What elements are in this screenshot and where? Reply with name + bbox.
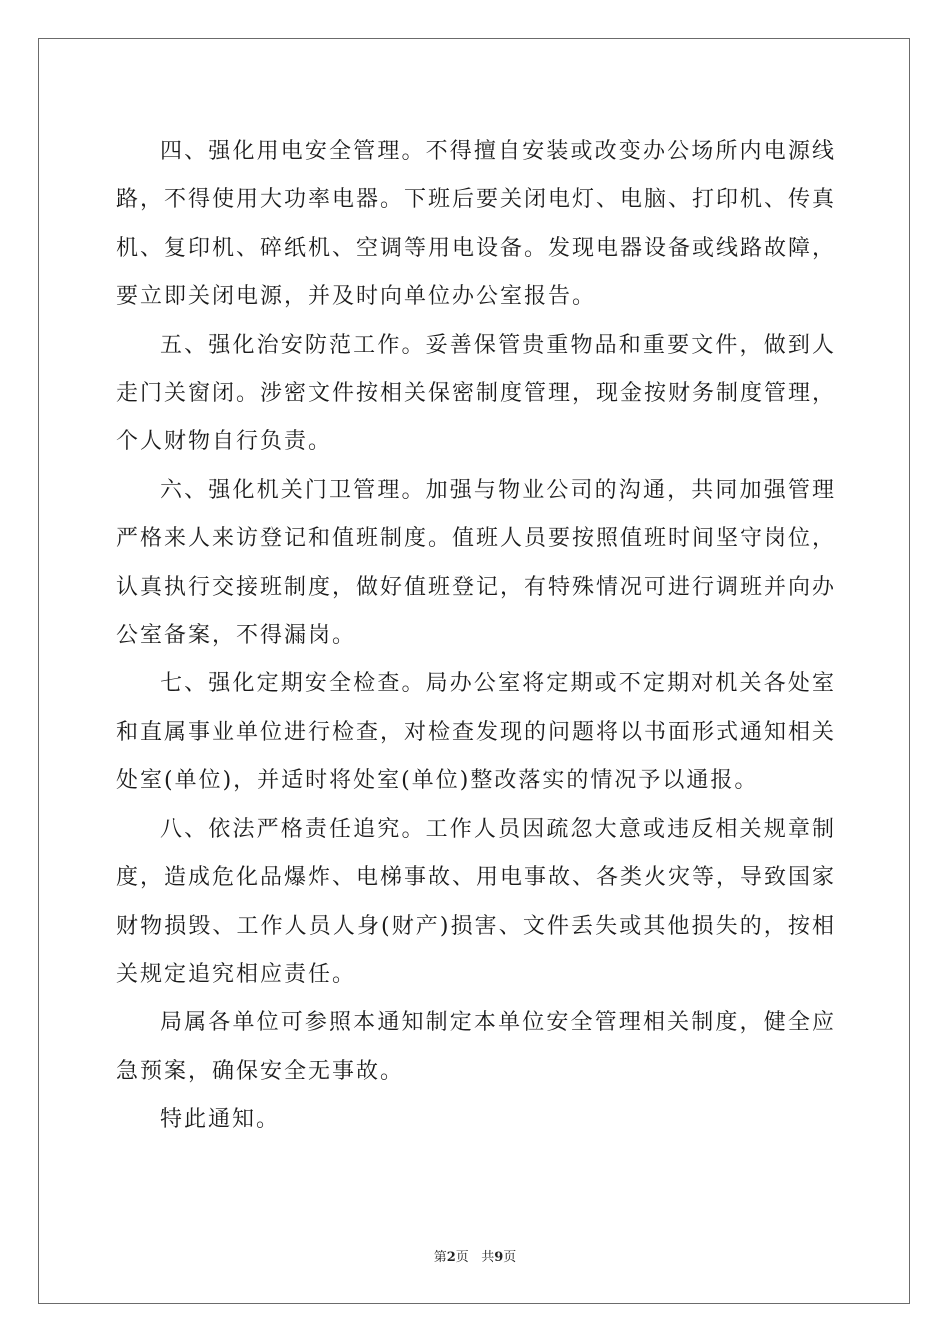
paragraph-electricity-safety: 四、强化用电安全管理。不得擅自安装或改变办公场所内电源线路，不得使用大功率电器。下班后要关闭电灯、电脑、打印机、传真机、复印机、碎纸机、空调等用电设备。发现电器设备或线路故障，要立即关闭电源，并及时向单位办公室报告。	[116, 139, 837, 310]
page-prefix: 第	[433, 1250, 447, 1265]
paragraph-reference-note: 局属各单位可参照本通知制定本单位安全管理相关制度，健全应急预案，确保安全无事故。	[116, 1010, 836, 1084]
paragraph-closing: 特此通知。	[160, 1107, 281, 1133]
paragraph-security-prevention: 五、强化治安防范工作。妥善保管贵重物品和重要文件，做到人走门关窗闭。涉密文件按相关保密制度管理，现金按财务制度管理，个人财物自行负责。	[116, 332, 837, 455]
page-suffix: 页	[455, 1250, 469, 1265]
paragraph-accountability: 八、依法严格责任追究。工作人员因疏忽大意或违反相关规章制度，造成危化品爆炸、电梯事故、用电事故、各类火灾等，导致国家财物损毁、工作人员人身(财产)损害、文件丢失或其他损失的，按相关规定追究相应责任。	[116, 816, 837, 987]
paragraph-gate-management: 六、强化机关门卫管理。加强与物业公司的沟通，共同加强管理严格来人来访登记和值班制度。值班人员要按照值班时间坚守岗位，认真执行交接班制度，做好值班登记，有特殊情况可进行调班并向办公室备案，不得漏岗。	[116, 477, 837, 649]
document-body	[116, 128, 836, 1145]
total-suffix: 页	[503, 1250, 517, 1265]
page-number: 2	[446, 1250, 456, 1265]
page-footer	[0, 1246, 950, 1265]
total-prefix: 共	[481, 1250, 495, 1265]
paragraph-regular-inspection: 七、强化定期安全检查。局办公室将定期或不定期对机关各处室和直属事业单位进行检查，对检查发现的问题将以书面形式通知相关处室(单位)，并适时将处室(单位)整改落实的情况予以通报。	[116, 671, 837, 794]
total-pages: 9	[494, 1250, 504, 1265]
